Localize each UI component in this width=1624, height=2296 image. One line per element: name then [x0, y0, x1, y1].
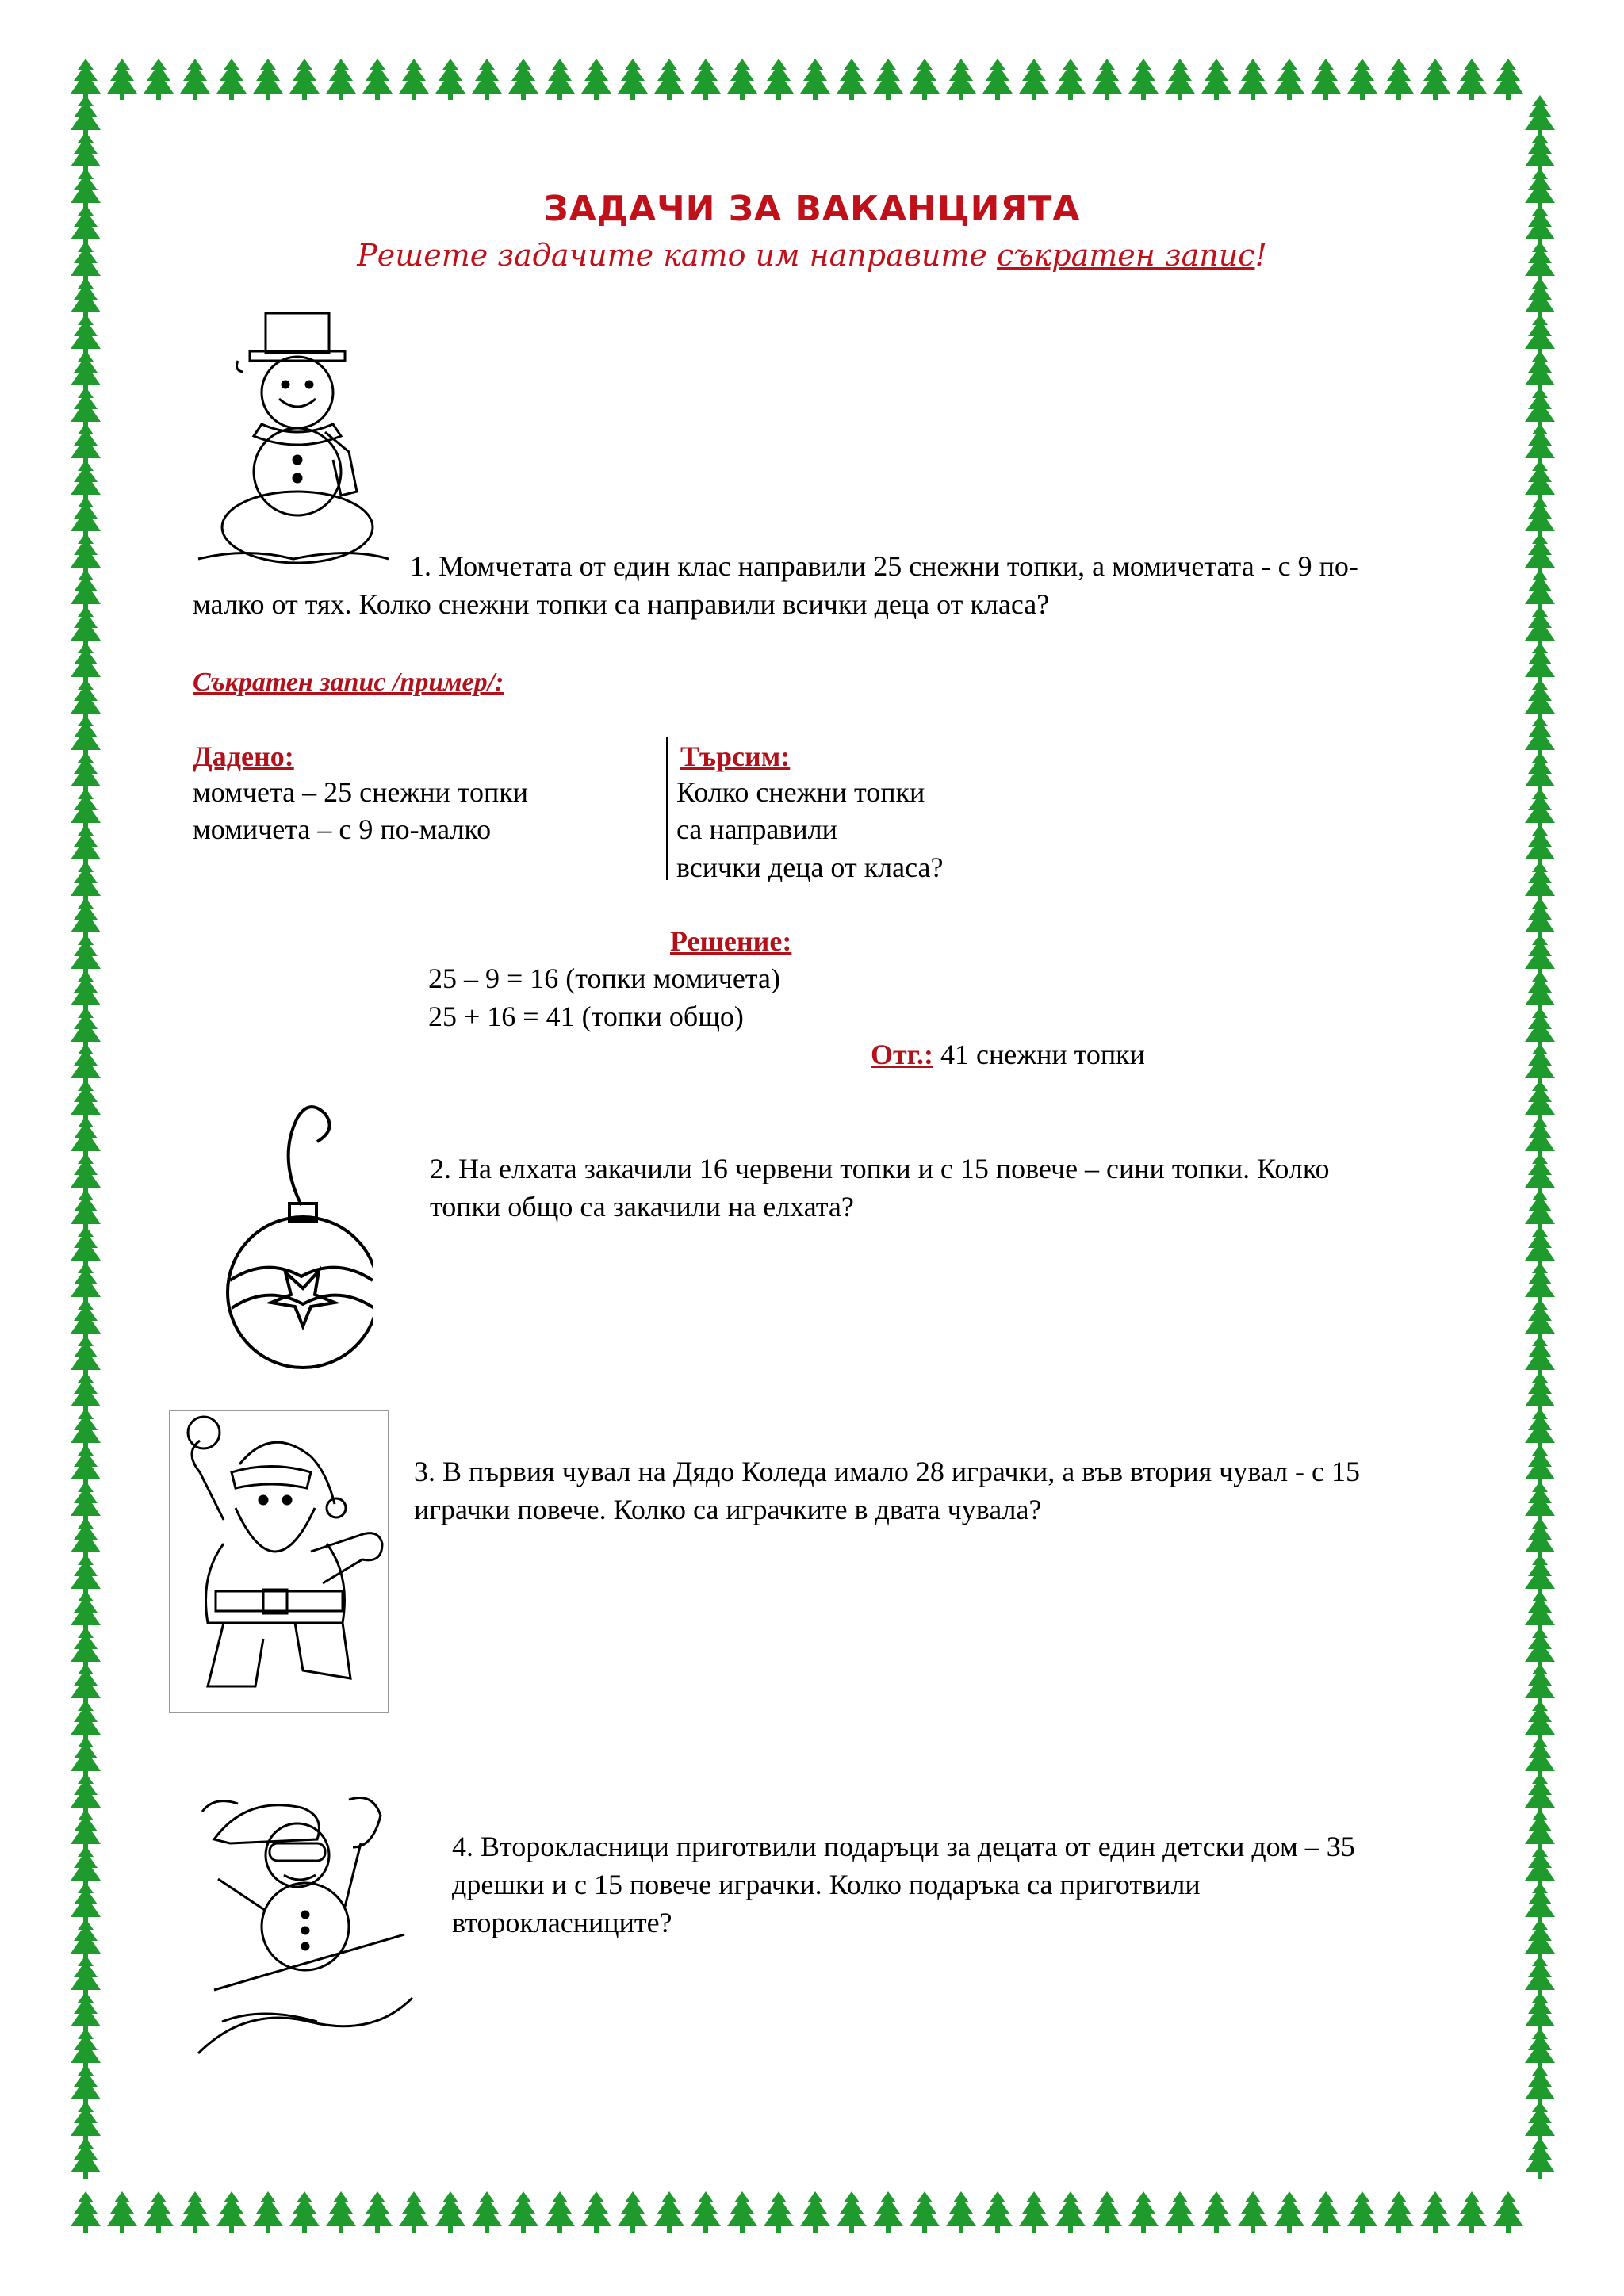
christmas-tree-icon [71, 1445, 101, 1486]
ornament-icon [214, 1102, 373, 1380]
christmas-tree-icon [71, 1846, 101, 1887]
christmas-tree-icon [1525, 1007, 1555, 1048]
christmas-tree-icon [1525, 569, 1555, 610]
christmas-tree-icon [289, 2191, 320, 2233]
christmas-tree-icon [1525, 788, 1555, 829]
christmas-tree-icon [71, 132, 101, 173]
christmas-tree-icon [362, 2191, 393, 2233]
christmas-tree-icon [107, 59, 137, 100]
christmas-tree-icon [71, 1773, 101, 1814]
christmas-tree-icon [1165, 2191, 1195, 2233]
sought-line-3: всички деца от класа? [676, 851, 944, 883]
christmas-tree-icon [1525, 95, 1555, 136]
christmas-tree-icon [1525, 1955, 1555, 1996]
christmas-tree-icon [727, 59, 757, 100]
christmas-tree-icon [873, 2191, 903, 2233]
christmas-tree-icon [873, 59, 903, 100]
christmas-tree-icon [71, 1992, 101, 2033]
christmas-tree-icon [1092, 59, 1122, 100]
christmas-tree-icon [1525, 1116, 1555, 1158]
christmas-tree-icon [71, 1262, 101, 1303]
christmas-tree-icon [1525, 1226, 1555, 1267]
christmas-tree-icon [1525, 1335, 1555, 1376]
christmas-tree-icon [362, 59, 393, 100]
christmas-tree-icon [1525, 970, 1555, 1012]
christmas-tree-icon [1525, 1153, 1555, 1194]
christmas-tree-icon [1525, 1992, 1555, 2033]
christmas-tree-icon [1525, 1554, 1555, 1595]
problem-1-line-2: малко от тях. Колко снежни топки са направили всички деца от класа? [193, 588, 1050, 620]
christmas-tree-icon [1457, 59, 1487, 100]
christmas-tree-icon [1420, 59, 1450, 100]
christmas-tree-icon [71, 387, 101, 428]
christmas-tree-icon [71, 606, 101, 647]
christmas-tree-icon [1525, 1517, 1555, 1559]
christmas-tree-icon [1311, 59, 1341, 100]
christmas-tree-icon [727, 2191, 757, 2233]
christmas-tree-icon [71, 1043, 101, 1085]
christmas-tree-icon [837, 2191, 867, 2233]
christmas-tree-icon [1525, 1590, 1555, 1632]
christmas-tree-icon [435, 2191, 465, 2233]
solution-line-1: 25 – 9 = 16 (топки момичета) [428, 962, 780, 994]
solution-label: Решение: [670, 925, 792, 957]
christmas-tree-icon [1128, 59, 1159, 100]
snowman-icon [190, 305, 404, 567]
problem-1: 1. Момчетата от един клас направили 25 снежни топки, а момичетата - с 9 по- [410, 550, 1358, 582]
christmas-tree-icon [1525, 1445, 1555, 1486]
page-title: ЗАДАЧИ ЗА ВАКАНЦИЯТА [543, 189, 1081, 229]
christmas-tree-icon [326, 2191, 356, 2233]
christmas-tree-icon [71, 1919, 101, 1960]
christmas-tree-icon [764, 2191, 794, 2233]
christmas-tree-icon [1238, 59, 1268, 100]
christmas-tree-icon [982, 2191, 1013, 2233]
christmas-tree-icon [71, 1663, 101, 1705]
christmas-tree-icon [71, 423, 101, 465]
christmas-tree-icon [1525, 1663, 1555, 1705]
christmas-tree-icon [107, 2191, 137, 2233]
problem-4-line-2: дрешки и с 15 повече играчки. Колко подаръка са приготвили [452, 1869, 1201, 1900]
given-line-2: момичета – с 9 по-малко [193, 813, 492, 845]
christmas-tree-icon [618, 59, 648, 100]
christmas-tree-icon [71, 460, 101, 501]
christmas-tree-icon [1525, 2137, 1555, 2179]
christmas-tree-icon [71, 679, 101, 720]
christmas-tree-icon [1525, 460, 1555, 501]
christmas-tree-icon [71, 715, 101, 756]
christmas-tree-icon [1055, 2191, 1086, 2233]
christmas-tree-icon [71, 1554, 101, 1595]
christmas-tree-icon [71, 314, 101, 355]
problem-3: 3. В първия чувал на Дядо Коледа имало 28 играчки, а във втория чувал - с 15 [414, 1456, 1361, 1487]
christmas-tree-icon [71, 1408, 101, 1449]
christmas-tree-icon [545, 59, 575, 100]
christmas-tree-icon [71, 1590, 101, 1632]
christmas-tree-icon [1525, 387, 1555, 428]
problem-2-line-2: топки общо са закачили на елхата? [430, 1191, 854, 1223]
christmas-tree-icon [71, 1299, 101, 1340]
christmas-tree-icon [71, 533, 101, 574]
christmas-tree-icon [982, 59, 1013, 100]
christmas-tree-icon [472, 59, 502, 100]
christmas-tree-icon [399, 59, 429, 100]
christmas-tree-icon [71, 1700, 101, 1741]
christmas-tree-icon [1525, 642, 1555, 683]
christmas-tree-icon [1525, 533, 1555, 574]
problem-3-line-2: играчки повече. Колко са играчките в двата чувала? [414, 1494, 1042, 1525]
christmas-tree-icon [289, 59, 320, 100]
christmas-tree-icon [1525, 861, 1555, 902]
christmas-tree-icon [399, 2191, 429, 2233]
christmas-tree-icon [1525, 350, 1555, 392]
christmas-tree-icon [216, 59, 247, 100]
christmas-tree-icon [800, 59, 830, 100]
christmas-tree-icon [71, 1517, 101, 1559]
christmas-tree-icon [71, 752, 101, 793]
christmas-tree-icon [71, 2137, 101, 2179]
christmas-tree-icon [1525, 1408, 1555, 1449]
christmas-tree-icon [1525, 1919, 1555, 1960]
christmas-tree-icon [71, 1627, 101, 1668]
christmas-tree-icon [71, 1335, 101, 1376]
christmas-tree-icon [800, 2191, 830, 2233]
christmas-tree-icon [1525, 1372, 1555, 1413]
christmas-tree-icon [435, 59, 465, 100]
christmas-tree-icon [910, 59, 940, 100]
christmas-tree-icon [1525, 1700, 1555, 1741]
problem-2: 2. На елхата закачили 16 червени топки и с 15 повече – сини топки. Колко [430, 1153, 1330, 1184]
christmas-tree-icon [1420, 2191, 1450, 2233]
christmas-tree-icon [216, 2191, 247, 2233]
christmas-tree-icon [1525, 1299, 1555, 1340]
example-heading: Съкратен запис /пример/: [193, 668, 504, 697]
christmas-tree-icon [71, 1372, 101, 1413]
christmas-tree-icon [1384, 2191, 1414, 2233]
christmas-tree-icon [1384, 59, 1414, 100]
santa-icon [168, 1409, 390, 1714]
christmas-tree-icon [1525, 1080, 1555, 1121]
christmas-tree-icon [618, 2191, 648, 2233]
divider-line [666, 737, 668, 880]
christmas-tree-icon [1525, 934, 1555, 975]
christmas-tree-icon [1274, 2191, 1304, 2233]
christmas-tree-icon [71, 1007, 101, 1048]
sought-line-1: Колко снежни топки [676, 776, 925, 808]
christmas-tree-icon [71, 1955, 101, 1996]
christmas-tree-icon [508, 59, 538, 100]
christmas-tree-icon [71, 2101, 101, 2142]
christmas-tree-icon [71, 934, 101, 975]
christmas-tree-icon [71, 569, 101, 610]
given-line-1: момчета – 25 снежни топки [193, 776, 529, 808]
christmas-tree-icon [1457, 2191, 1487, 2233]
christmas-tree-icon [581, 59, 611, 100]
christmas-tree-icon [654, 59, 684, 100]
christmas-tree-icon [946, 59, 976, 100]
christmas-tree-icon [71, 1481, 101, 1522]
christmas-tree-icon [1525, 423, 1555, 465]
christmas-tree-icon [1525, 2064, 1555, 2106]
christmas-tree-icon [1525, 1481, 1555, 1522]
christmas-tree-icon [144, 2191, 174, 2233]
page-subtitle: Решете задачите като им направите съкратен запис! [357, 238, 1267, 273]
christmas-tree-icon [764, 59, 794, 100]
christmas-tree-icon [71, 1116, 101, 1158]
christmas-tree-icon [1525, 1627, 1555, 1668]
christmas-tree-icon [71, 95, 101, 136]
christmas-tree-icon [1525, 314, 1555, 355]
christmas-tree-icon [1055, 59, 1086, 100]
christmas-tree-icon [1525, 496, 1555, 538]
christmas-tree-icon [1238, 2191, 1268, 2233]
christmas-tree-icon [1347, 2191, 1377, 2233]
christmas-tree-icon [1493, 59, 1523, 100]
christmas-tree-icon [71, 277, 101, 319]
christmas-tree-icon [71, 1882, 101, 1923]
christmas-tree-icon [1311, 2191, 1341, 2233]
christmas-tree-icon [581, 2191, 611, 2233]
christmas-tree-icon [71, 788, 101, 829]
christmas-tree-icon [1128, 2191, 1159, 2233]
christmas-tree-icon [1525, 606, 1555, 647]
christmas-tree-icon [71, 59, 101, 100]
christmas-tree-icon [1201, 2191, 1231, 2233]
christmas-tree-icon [1525, 679, 1555, 720]
christmas-tree-icon [1525, 1846, 1555, 1887]
christmas-tree-icon [1525, 1736, 1555, 1777]
sought-label: Търсим: [680, 740, 791, 772]
christmas-tree-icon [1525, 132, 1555, 173]
christmas-tree-icon [691, 2191, 721, 2233]
christmas-tree-icon [71, 861, 101, 902]
christmas-tree-icon [1274, 59, 1304, 100]
christmas-tree-icon [71, 2028, 101, 2069]
christmas-tree-icon [691, 59, 721, 100]
christmas-tree-icon [71, 1153, 101, 1194]
christmas-tree-icon [1525, 897, 1555, 939]
christmas-tree-icon [71, 1809, 101, 1850]
sought-line-2: са направили [676, 813, 837, 845]
christmas-tree-icon [1525, 2028, 1555, 2069]
problem-4-line-3: второкласниците? [452, 1907, 672, 1938]
christmas-tree-icon [1525, 715, 1555, 756]
christmas-tree-icon [508, 2191, 538, 2233]
answer: Отг.: 41 снежни топки [871, 1039, 1145, 1070]
christmas-tree-icon [71, 1189, 101, 1230]
christmas-tree-icon [71, 496, 101, 538]
solution-line-2: 25 + 16 = 41 (топки общо) [428, 1001, 744, 1032]
christmas-tree-icon [1347, 59, 1377, 100]
christmas-tree-icon [71, 825, 101, 866]
christmas-tree-icon [71, 1226, 101, 1267]
christmas-tree-icon [946, 2191, 976, 2233]
christmas-tree-icon [253, 59, 283, 100]
christmas-tree-icon [71, 897, 101, 939]
christmas-tree-icon [1525, 2101, 1555, 2142]
christmas-tree-icon [71, 350, 101, 392]
christmas-tree-icon [144, 59, 174, 100]
christmas-tree-icon [1019, 2191, 1049, 2233]
christmas-tree-icon [1525, 1262, 1555, 1303]
christmas-tree-icon [1165, 59, 1195, 100]
christmas-tree-icon [71, 2191, 101, 2233]
christmas-tree-icon [472, 2191, 502, 2233]
christmas-tree-icon [1525, 277, 1555, 319]
christmas-tree-icon [1525, 825, 1555, 866]
christmas-tree-icon [1525, 1189, 1555, 1230]
christmas-tree-icon [1201, 59, 1231, 100]
christmas-tree-icon [1525, 1043, 1555, 1085]
christmas-tree-icon [654, 2191, 684, 2233]
christmas-tree-icon [545, 2191, 575, 2233]
christmas-tree-icon [910, 2191, 940, 2233]
christmas-tree-icon [71, 2064, 101, 2106]
christmas-tree-icon [1525, 1773, 1555, 1814]
christmas-tree-icon [71, 642, 101, 683]
christmas-tree-icon [71, 970, 101, 1012]
problem-4: 4. Второкласници приготвили подаръци за децата от един детски дом – 35 [452, 1831, 1355, 1862]
christmas-tree-icon [71, 1080, 101, 1121]
christmas-tree-icon [71, 1736, 101, 1777]
christmas-tree-icon [1493, 2191, 1523, 2233]
christmas-tree-icon [253, 2191, 283, 2233]
christmas-tree-icon [1525, 752, 1555, 793]
christmas-tree-icon [837, 59, 867, 100]
christmas-tree-icon [1092, 2191, 1122, 2233]
christmas-tree-icon [180, 2191, 210, 2233]
christmas-tree-icon [1019, 59, 1049, 100]
given-label: Дадено: [193, 740, 294, 772]
christmas-tree-icon [1525, 1809, 1555, 1850]
christmas-tree-icon [180, 59, 210, 100]
christmas-tree-icon [326, 59, 356, 100]
skiing-snowman-icon [190, 1784, 420, 2077]
christmas-tree-icon [1525, 1882, 1555, 1923]
